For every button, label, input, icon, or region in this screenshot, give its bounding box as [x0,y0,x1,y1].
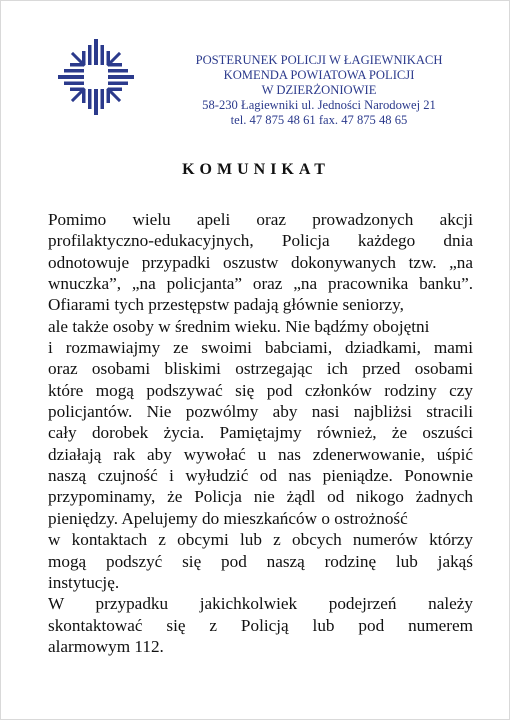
body-line: ale także osoby w średnim wieku. Nie bądźmy obojętni [48,316,430,336]
body-line: które mogą podszywać się pod członków rodziny czy [48,380,473,400]
body-line: pieniędzy. Apelujemy do mieszkańców o ostrożność [48,508,408,528]
header-address: 58-230 Łagiewniki ul. Jedności Narodowej 21 [202,98,436,112]
notice-body [48,209,473,657]
body-line: oraz osobami bliskimi ostrzegając ich przed osobami [48,359,473,379]
body-line: skontaktować się z Policją lub pod numerem [48,615,473,635]
station-header [169,53,469,128]
body-line: W przypadku jakichkolwiek podejrzeń należy [48,594,473,614]
header-phone-fax: tel. 47 875 48 61 fax. 47 875 48 65 [230,113,408,127]
body-line: alarmowym 112. [48,636,164,656]
body-line: Pomimo wielu apeli oraz prowadzonych akcji [48,210,473,229]
body-line: instytucję. [48,572,120,592]
body-line: i rozmawiajmy ze swoimi babciami, dziadkami, mami [48,338,473,358]
body-line: Ofiarami tych przestępstw padają głównie seniorzy, [48,295,404,315]
body-line: cały dorobek życia. Pamiętajmy również, że oszuści [48,423,473,443]
body-line: naszą czujność i wyłudzić od nas pieniądze. Ponownie [48,466,473,486]
body-line: odnotowuje przypadki oszustw dokonywanych tzw. „na [48,252,473,272]
body-line: wnuczka”, „na policjanta” oraz „na pracownika banku”. [48,274,473,294]
body-line: policjantów. Nie pozwólmy aby nasi najbliżsi stracili [48,402,473,422]
body-line: działają rak aby wywołać u nas zdenerwowanie, uśpić [48,444,473,464]
body-line: mogą podszyć się pod naszą rodzinę lub jakąś [48,551,473,571]
header-city: W DZIERŻONIOWIE [261,83,377,97]
body-line: profilaktyczno-edukacyjnych, Policja każdego dnia [48,231,473,251]
header-command-name: KOMENDA POWIATOWA POLICJI [223,68,415,82]
body-line: przypominamy, że Policja nie żądl od nikogo żadnych [48,487,473,507]
police-star-emblem-icon [56,37,136,117]
page-title: KOMUNIKAT [182,161,330,178]
body-line: w kontaktach z obcymi lub z obcych numerów którzy [48,530,473,550]
header-station-name: POSTERUNEK POLICJI W ŁAGIEWNIKACH [195,53,443,67]
